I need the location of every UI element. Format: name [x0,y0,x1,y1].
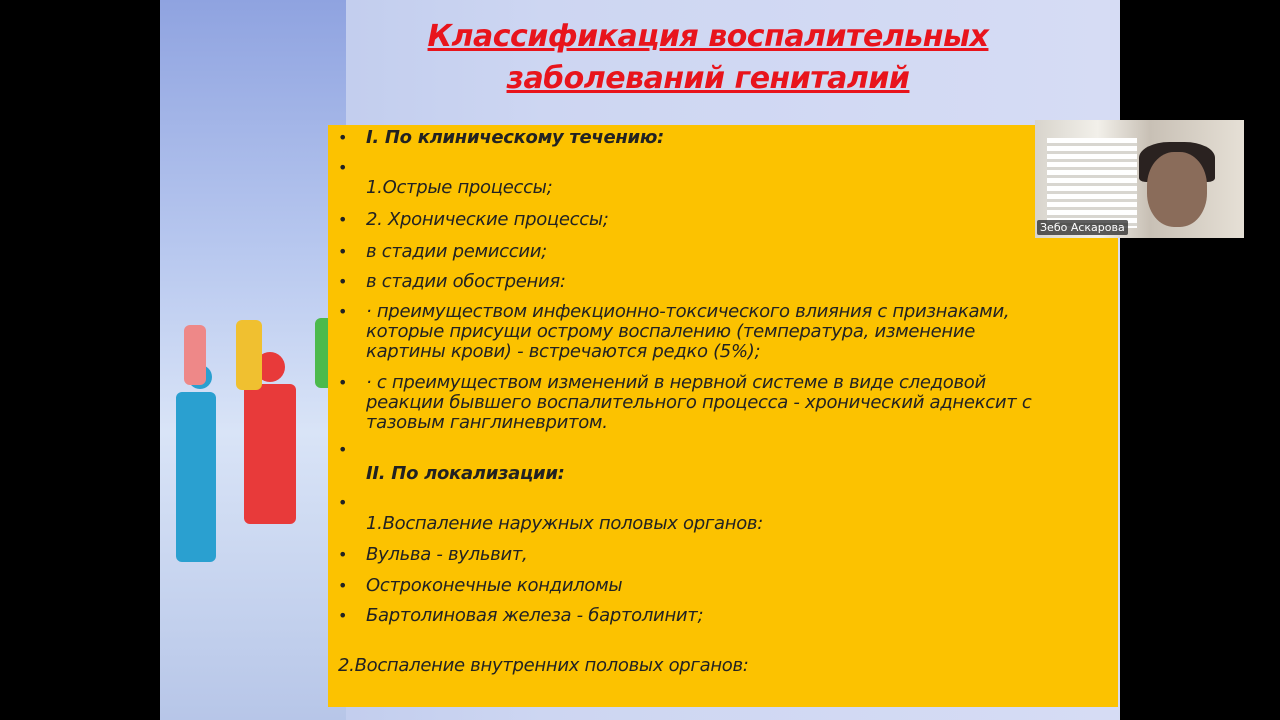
line-text: 2.Воспаление внутренних половых органов: [338,655,749,676]
window-blinds [1047,138,1137,228]
bullet-icon: • [338,545,348,564]
line-text: Вульва - вульвит, [366,544,528,565]
line-text: тазовым ганглиневритом. [366,412,608,433]
line-text: 1.Воспаление наружных половых органов: [366,513,763,534]
bullet-icon: • [338,242,348,261]
line-text: реакции бывшего воспалительного процесса - хронический аднексит с [366,392,1032,413]
presentation-slide [160,0,1120,720]
line-text: 2. Хронические процессы; [366,209,609,230]
bullet-icon: • [338,576,348,595]
line-text: · преимуществом инфекционно-токсического влияния с признаками, [366,301,1010,322]
bullet-icon: • [338,210,348,229]
title-line-2: заболеваний гениталий [506,61,910,96]
line-text: Бартолиновая железа - бартолинит; [366,605,704,626]
participant-video[interactable] [1035,120,1244,238]
bullet-icon: • [338,158,348,177]
bullet-icon: • [338,606,348,625]
content-box [328,125,1118,707]
line-text: которые присущи острому воспалению (температура, изменение [366,321,976,342]
participant-face [1147,152,1207,227]
people-illustration [160,0,346,720]
bullet-icon: • [338,440,348,459]
line-text: II. По локализации: [366,463,565,484]
bullet-icon: • [338,128,348,147]
bullet-icon: • [338,302,348,321]
line-text: в стадии ремиссии; [366,241,547,262]
line-text: Остроконечные кондиломы [366,575,623,596]
bullet-icon: • [338,272,348,291]
line-text: картины крови) - встречаются редко (5%); [366,341,761,362]
participant-name: Зебо Аскарова [1037,220,1128,235]
line-text: 1.Острые процессы; [366,177,553,198]
bullet-icon: • [338,493,348,512]
title-line-1: Классификация воспалительных [427,19,989,54]
line-text: I. По клиническому течению: [366,127,664,148]
bullet-icon: • [338,373,348,392]
line-text: · с преимуществом изменений в нервной системе в виде следовой [366,372,986,393]
slide-title [348,16,1068,100]
line-text: в стадии обострения: [366,271,566,292]
